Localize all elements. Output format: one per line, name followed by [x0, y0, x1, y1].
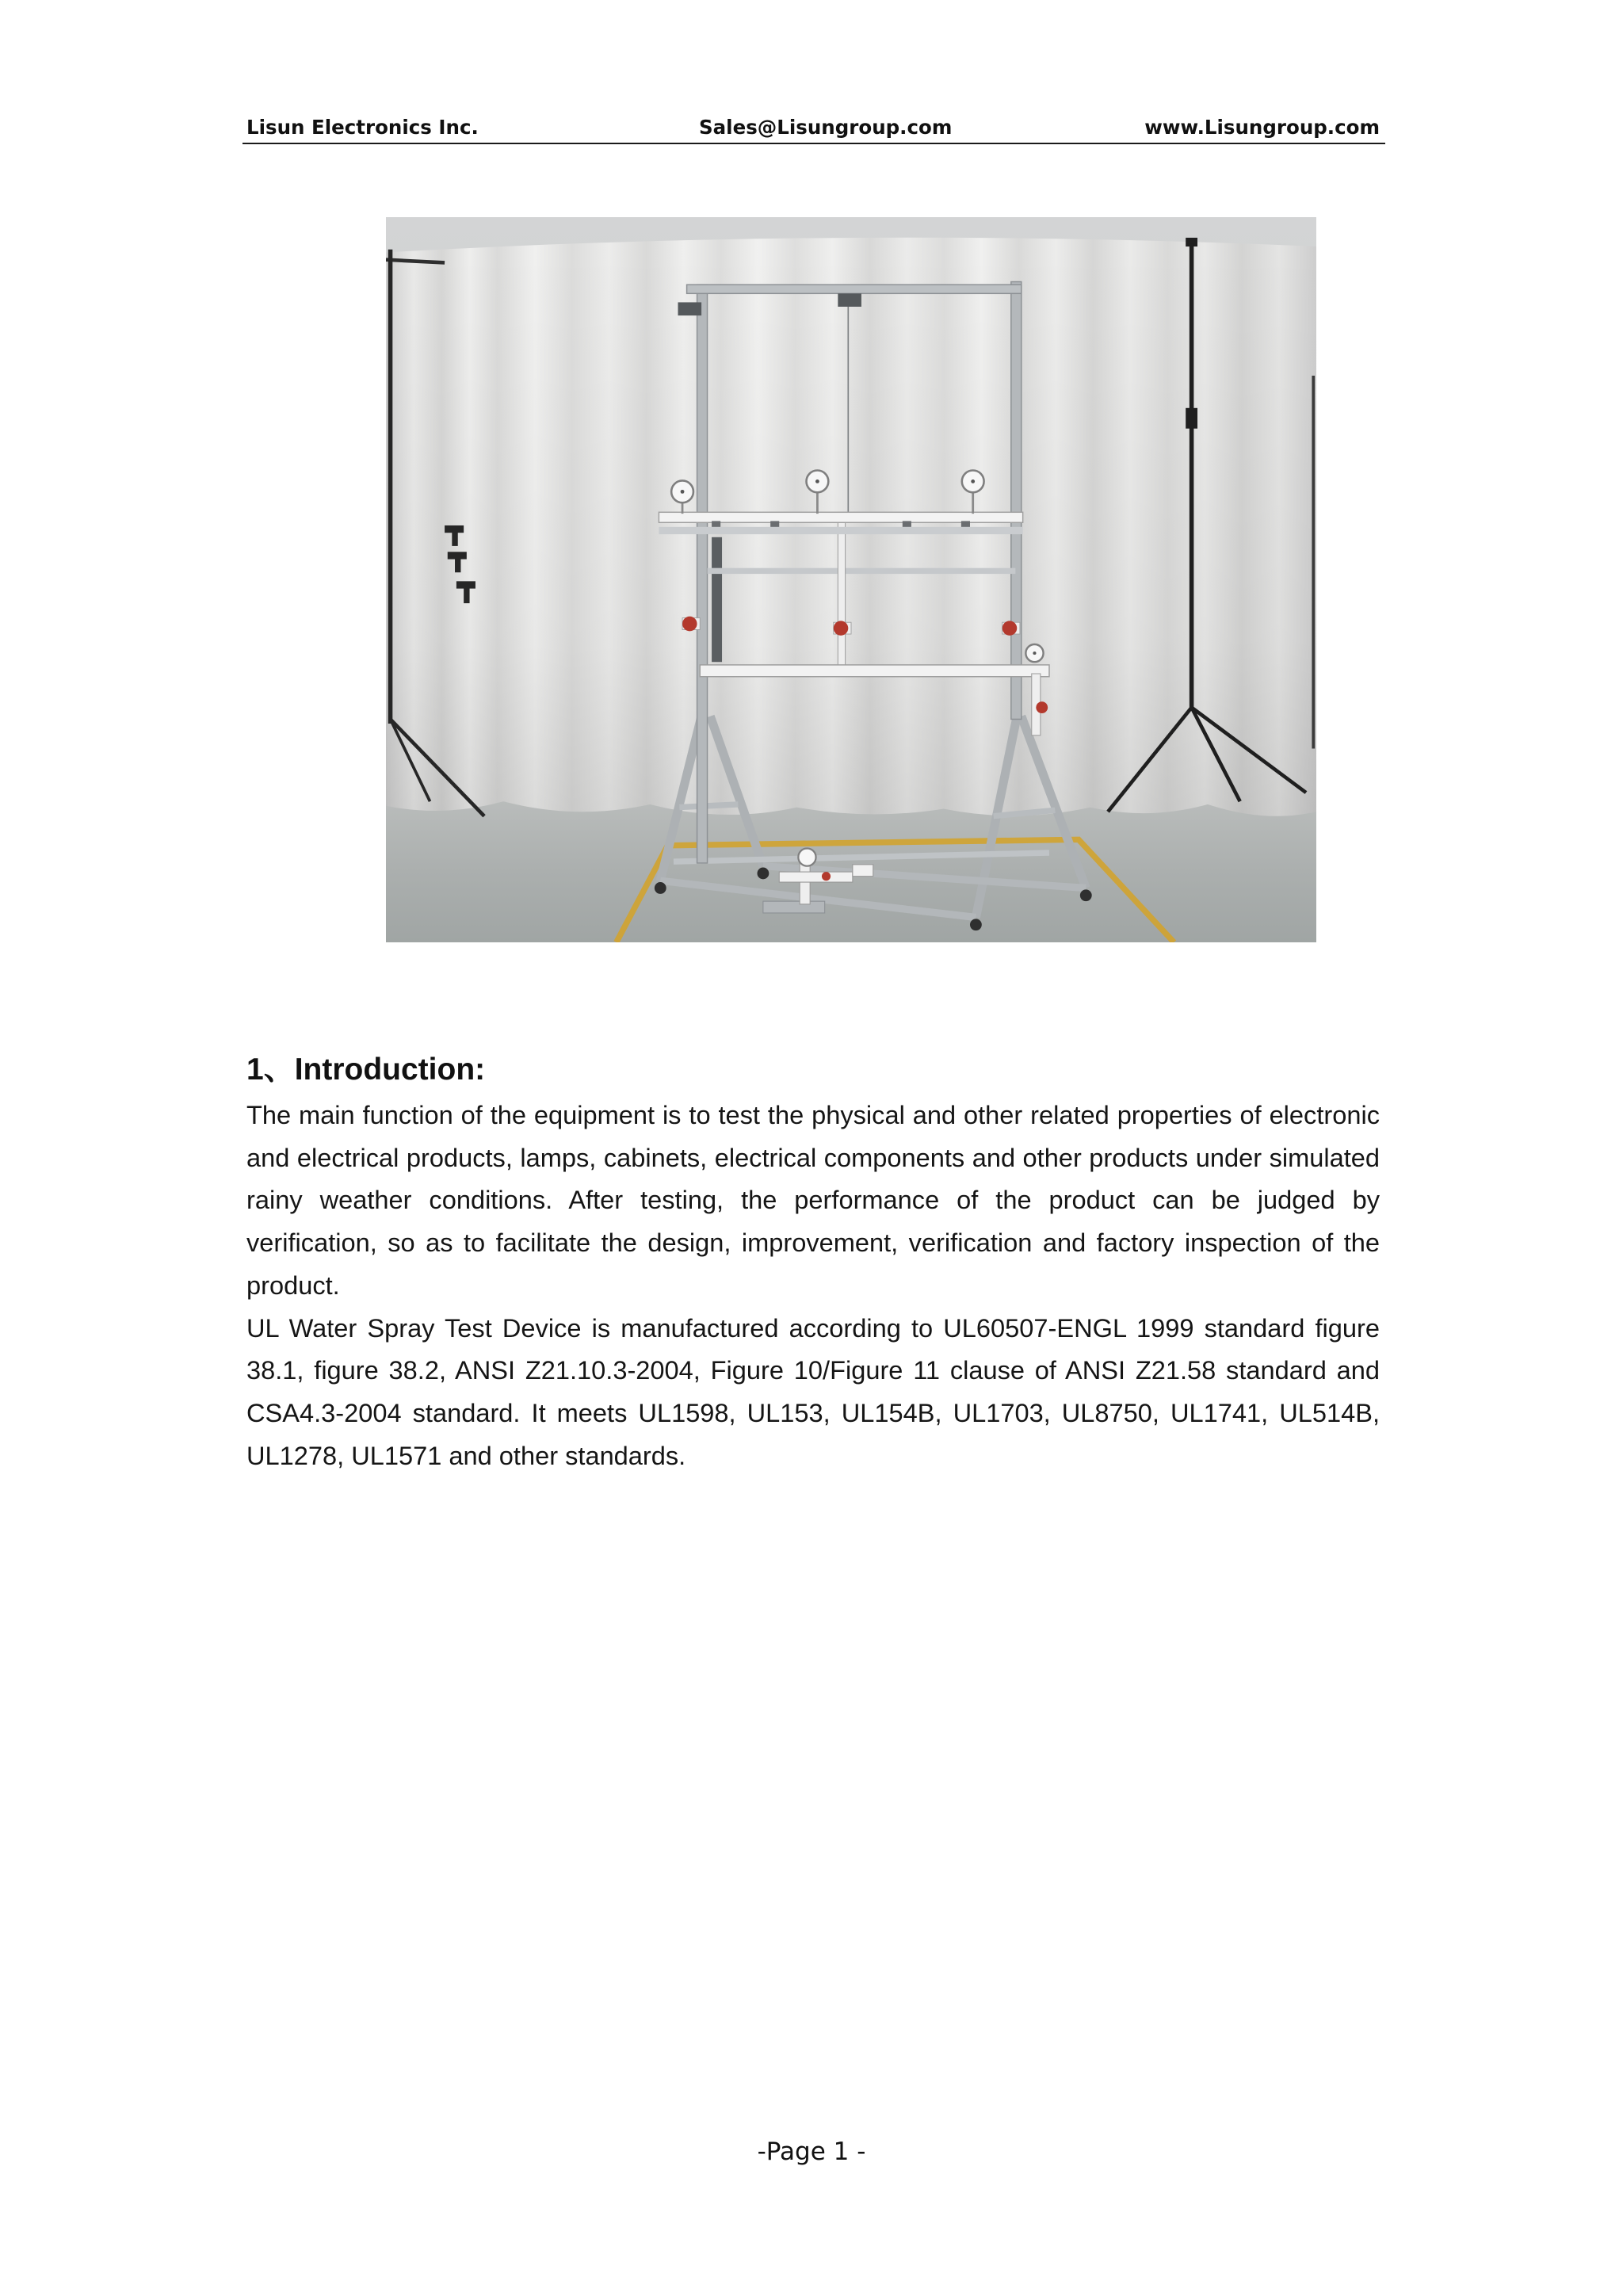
- standards-paragraph: UL Water Spray Test Device is manufactured according to UL60507-ENGL 1999 standard figure 38.1, figure 38.2, ANSI Z21.10.3-2004, Figure 10/Figure 11 clause of ANSI Z21.58 standard and CSA4.3-2004 standard. It meets UL1598, UL153, UL154B, UL1703, UL8750, UL1741, UL514B, UL1278, UL1571 and other standards.: [246, 1312, 1380, 1470]
- product-photo: [386, 217, 1316, 942]
- valve: [682, 617, 700, 632]
- header-website-link[interactable]: www.Lisungroup.com: [1144, 116, 1380, 139]
- white-curtain: [386, 238, 1316, 816]
- page-number: -Page 1 -: [757, 2137, 866, 2166]
- header-email-link[interactable]: Sales@Lisungroup.com: [699, 116, 953, 139]
- header-company-name: Lisun Electronics Inc.: [246, 116, 479, 139]
- intro-paragraph: The main function of the equipment is to test the physical and other related properties of electronic and electrical products, lamps, cabinets, electrical components and other products under simulated rainy weather conditions. After testing, the performance of the product can be judged by verification, so as to facilitate the design, improvement, verification and factory inspection of the product.: [246, 1100, 1380, 1300]
- product-photo-illustration: [386, 217, 1316, 942]
- section-body: [246, 1094, 1380, 1477]
- pressure-gauge: [1025, 644, 1043, 662]
- valve: [1002, 621, 1020, 636]
- valve: [1036, 701, 1048, 713]
- header-rule: [242, 143, 1385, 144]
- valve: [834, 621, 851, 636]
- section-heading: 1、Introduction:: [246, 1052, 486, 1087]
